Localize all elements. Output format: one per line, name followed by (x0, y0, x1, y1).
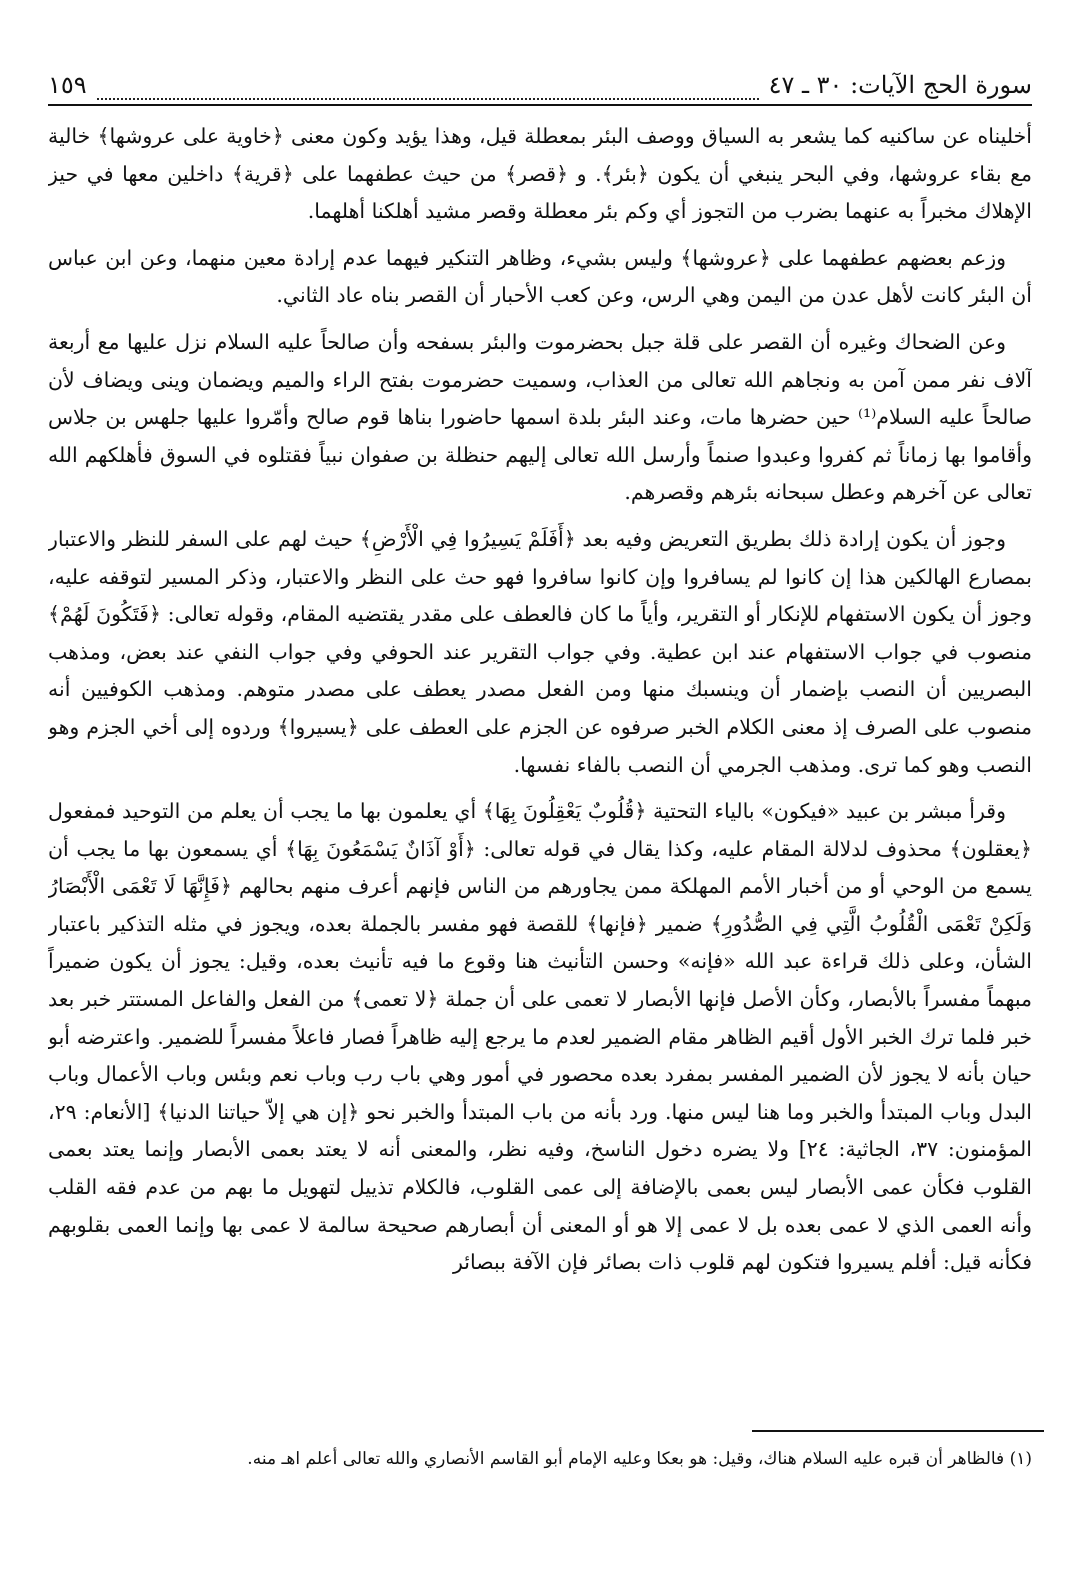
paragraph: وجوز أن يكون إرادة ذلك بطريق التعريض وفيه بعد ﴿أَفَلَمْ يَسِيرُوا فِي الْأَرْضِ﴾ حيث لهم على السفر للنظر والاعتبار بمصارع الهالكين هذا إن كانوا لم يسافروا وإن كانوا سافروا فهو حث على النظر والاعتبار، وذكر المسير لتوقفه عليه، وجوز أن يكون الاستفهام للإنكار أو التقرير، وأياً ما كان فالعطف على مقدر يقتضيه المقام، وقوله تعالى: ﴿فَتَكُونَ لَهُمْ﴾ منصوب في جواب الاستفهام عند ابن عطية. وفي جواب التقرير عند الحوفي وفي جواب النفي عند بعض، ومذهب البصريين أن النصب بإضمار أن وينسبك منها ومن الفعل مصدر يعطف على مصدر متوهم. ومذهب الكوفيين أنه منصوب على الصرف إذ معنى الكلام الخبر صرفوه عن الجزم على العطف على ﴿يسيروا﴾ وردوه إلى أخي الجزم وهو النصب وهو كما ترى. ومذهب الجرمي أن النصب بالفاء نفسها. (48, 526, 1032, 777)
footnote: (١) فالظاهر أن قبره عليه السلام هناك، وقيل: هو بعكا وعليه الإمام أبو القاسم الأنصاري والله تعالى أعلم اهـ منه. (247, 1449, 1032, 1469)
header-rule (48, 104, 1032, 106)
paragraph: وزعم بعضهم عطفهما على ﴿عروشها﴾ وليس بشيء، وظاهر التنكير فيهما عدم إرادة معين منهما، وعن ابن عباس أن البئر كانت لأهل عدن من اليمن وهي الرس، وعن كعب الأحبار أن القصر بناه عاد الثاني. (48, 245, 1032, 308)
running-title: سورة الحج الآيات: ٣٠ ـ ٤٧ (768, 71, 1032, 99)
paragraph: وقرأ مبشر بن عبيد «فيكون» بالياء التحتية ﴿قُلُوبٌ يَعْقِلُونَ بِهَا﴾ أي يعلمون بها ما يجب أن يعلم من التوحيد فمفعول ﴿يعقلون﴾ محذوف لدلالة المقام عليه، وكذا يقال في قوله تعالى: ﴿أَوْ آذَانٌ يَسْمَعُونَ بِهَا﴾ أي يسمعون بها ما يجب أن يسمع من الوحي أو من أخبار الأمم المهلكة ممن يجاورهم من الناس فإنهم أعرف منهم بحالهم ﴿فَإِنَّهَا لَا تَعْمَى الْأَبْصَارُ وَلَكِنْ تَعْمَى الْقُلُوبُ الَّتِي فِي الصُّدُورِ﴾ ضمير ﴿فإنها﴾ للقصة فهو مفسر بالجملة بعده، ويجوز في مثله التذكير باعتبار الشأن، وعلى ذلك قراءة عبد الله «فإنه» وحسن التأنيث هنا وقوع ما فيه تأنيث بعده، وقيل: يجوز أن يكون ضميراً مبهماً مفسراً بالأبصار، وكأن الأصل فإنها الأبصار لا تعمى على أن جملة ﴿لا تعمى﴾ من الفعل والفاعل المستتر خبر بعد خبر فلما ترك الخبر الأول أقيم الظاهر مقام الضمير لعدم ما يرجع إليه ظاهراً فصار فاعلاً مفسراً للضمير. واعترضه أبو حيان بأنه لا يجوز لأن الضمير المفسر بمفرد بعده محصور في أمور وهي باب رب وباب نعم وبئس وباب الأعمال وباب البدل وباب المبتدأ والخبر وما هنا ليس منها. ورد بأنه من باب المبتدأ والخبر نحو ﴿إن هي إلاّ حياتنا الدنيا﴾ [الأنعام: ٢٩، المؤمنون: ٣٧، الجاثية: ٢٤] ولا يضره دخول الناسخ، وفيه نظر، والمعنى أنه لا يعتد بعمى الأبصار وإنما يعتد بعمى القلوب فكأن عمى الأبصار ليس بعمى بالإضافة إلى عمى القلوب، فالكلام تذييل لتهويل ما بهم من عدم فقه القلب وأنه العمى الذي لا عمى بعده بل لا عمى إلا هو أو المعنى أن أبصارهم صحيحة سالمة لا عمى بها وإنما العمى بقلوبهم فكأنه قيل: أفلم يسيروا فتكون لهم قلوب ذات بصائر فإن الآفة ببصائر (48, 799, 1032, 1275)
main-text (48, 118, 1032, 1408)
footnote-rule (752, 1430, 1044, 1432)
paragraph: أخليناه عن ساكنيه كما يشعر به السياق ووصف البئر بمعطلة قيل، وهذا يؤيد وكون معنى ﴿خاوية على عروشها﴾ خالية مع بقاء عروشها، وفي البحر ينبغي أن يكون ﴿بئر﴾. و ﴿قصر﴾ من حيث عطفهما على ﴿قرية﴾ داخلين معها في حيز الإهلاك مخبراً به عنهما بضرب من التجوز أي وكم بئر معطلة وقصر مشيد أهلكنا أهلهما. (48, 124, 1032, 224)
running-header (48, 60, 1032, 100)
paragraph: وعن الضحاك وغيره أن القصر على قلة جبل بحضرموت والبئر بسفحه وأن صالحاً عليه السلام نزل عليها مع أربعة آلاف نفر ممن آمن به ونجاهم الله تعالى من العذاب، وسميت حضرموت بفتح الراء والميم ويضمان وينى ويضاف لأن صالحاً عليه السلام⁽¹⁾ حين حضرها مات، وعند البئر بلدة اسمها حاضورا بناها قوم صالح وأمّروا عليها جلهس بن جلاس وأقاموا بها زماناً ثم كفروا وعبدوا صنماً وأرسل الله تعالى إليهم حنظلة بن صفوان نبياً فقتلوه في السوق فأهلكهم الله تعالى عن آخرهم وعطل سبحانه بئرهم وقصرهم. (48, 329, 1032, 505)
page-number: ١٥٩ (48, 71, 87, 99)
leader-dots (97, 80, 759, 100)
